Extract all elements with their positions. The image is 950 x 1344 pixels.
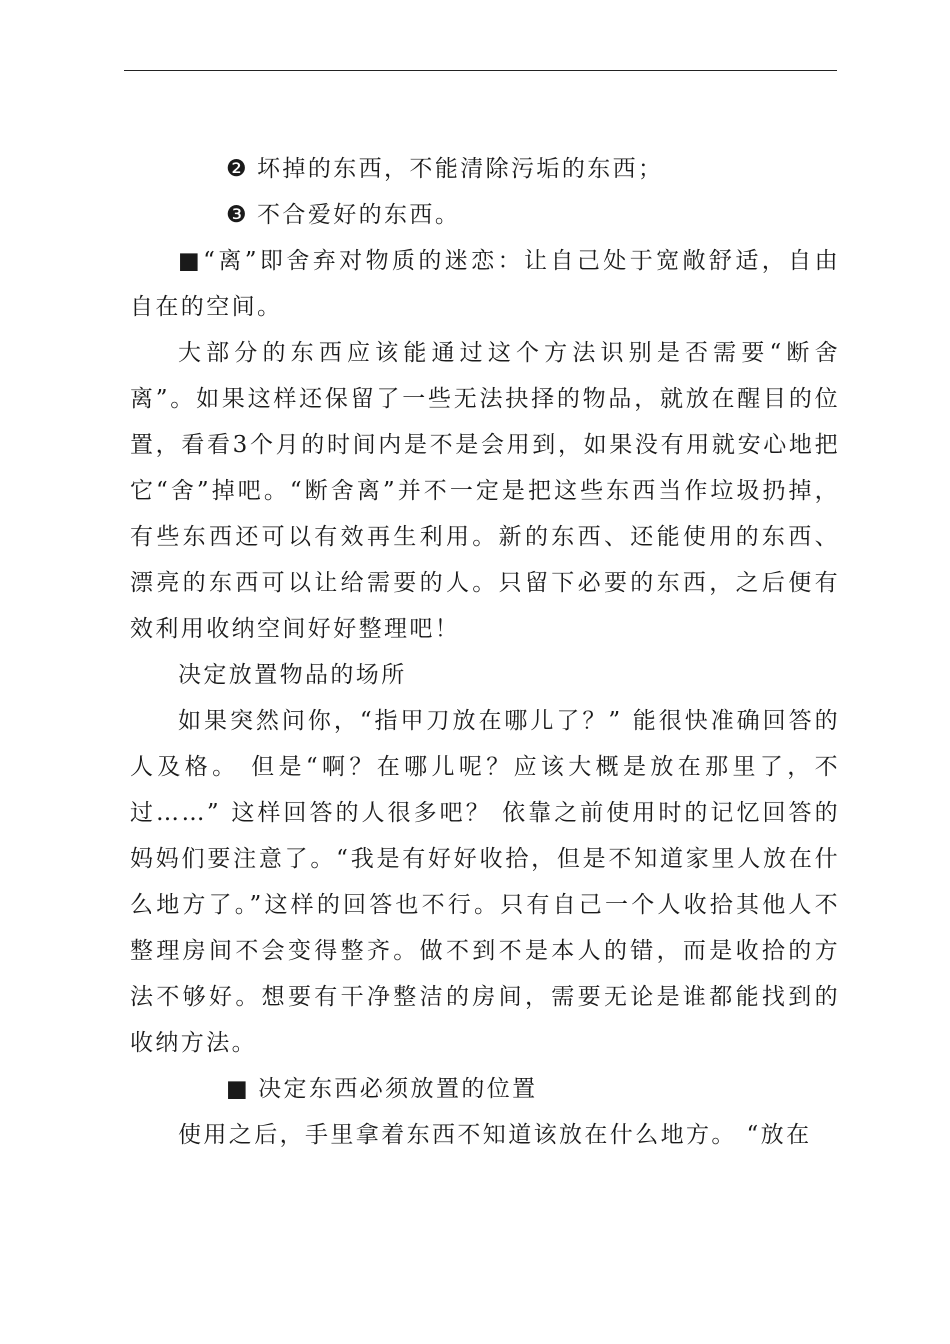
paragraph-text: “离”即舍弃对物质的迷恋：让自己处于宽敞舒适，自由自在的空间。 xyxy=(130,248,840,320)
document-body xyxy=(130,146,840,1158)
body-paragraph: 使用之后，手里拿着东西不知道该放在什么地方。 “放在 xyxy=(178,1122,812,1148)
paragraph-text: 不合爱好的东西。 xyxy=(257,202,461,228)
section-heading: 决定放置物品的场所 xyxy=(178,662,407,688)
numbered-bullet-icon: ❷ xyxy=(226,156,250,182)
bullet-item-3 xyxy=(130,192,840,238)
section-li-paragraph xyxy=(130,238,840,330)
header-rule xyxy=(124,70,837,71)
paragraph-text: 坏掉的东西，不能清除污垢的东西； xyxy=(257,156,664,182)
body-paragraph: 大部分的东西应该能通过这个方法识别是否需要“断舍离”。如果这样还保留了一些无法抉择的物品，就放在醒目的位置，看看3个月的时间内是不是会用到，如果没有用就安心地把它“舍”掉吧。“断舍离”并不一定是把这些东西当作垃圾扔掉，有些东西还可以有效再生利用。新的东西、还能使用的东西、漂亮的东西可以让给需要的人。只留下必要的东西，之后便有效利用收纳空间好好整理吧！ xyxy=(130,340,840,642)
body-paragraph: 如果突然问你，“指甲刀放在哪儿了？” 能很快准确回答的人及格。 但是“啊？在哪儿呢？应该大概是放在那里了，不过……” 这样回答的人很多吧？ 依靠之前使用时的记忆回答的妈妈们要注意了。“我是有好好收拾，但是不知道家里人放在什么地方了。”这样的回答也不行。只有自己一个人收拾其他人不整理房间不会变得整齐。做不到不是本人的错，而是收拾的方法不够好。想要有干净整洁的房间，需要无论是谁都能找到的收纳方法。 xyxy=(130,708,840,1056)
section-subheading xyxy=(130,1066,840,1112)
square-bullet-icon: ■ xyxy=(226,1076,251,1102)
paragraph-text: 决定东西必须放置的位置 xyxy=(258,1076,538,1102)
square-bullet-icon: ■ xyxy=(178,248,204,274)
numbered-bullet-icon: ❸ xyxy=(226,202,250,228)
bullet-item-2 xyxy=(130,146,840,192)
